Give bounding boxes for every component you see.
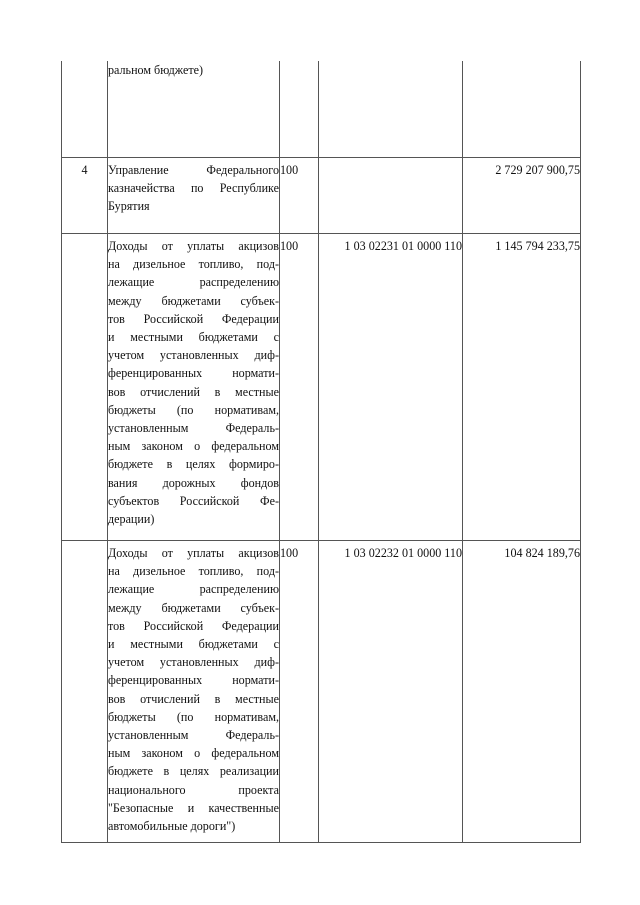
budget-classification-code-text: 1 03 02232 01 0000 110: [344, 546, 462, 560]
row-name-cell: [108, 61, 280, 158]
row-name-line: Доходы от уплаты акцизов: [108, 546, 279, 560]
row-name-line: казначейства по Республике: [108, 181, 279, 196]
budget-classification-code-text: 1 03 02231 01 0000 110: [344, 239, 462, 253]
row-name-line: учетом установленных диф-: [108, 348, 279, 363]
budget-table-body: [62, 61, 581, 843]
row-name-line: Бурятия: [108, 199, 150, 214]
row-number-cell: [62, 541, 108, 843]
row-name-line: вов отчислений в местные: [108, 384, 279, 399]
row-name-line: национального проекта: [108, 782, 279, 797]
amount-cell: [463, 541, 581, 843]
row-name-line: вов отчислений в местные: [108, 691, 279, 706]
row-name-line: бюджете в целях формиро-: [108, 457, 279, 472]
amount-text: 2 729 207 900,75: [495, 163, 580, 177]
row-name-line: и местными бюджетами с: [108, 637, 279, 652]
row-name-cell: [108, 541, 280, 843]
row-name-line: дерации): [108, 512, 155, 527]
budget-classification-code-cell: [319, 234, 463, 541]
row-name-line: бюджеты (по нормативам,: [108, 402, 279, 417]
row-name-line: Доходы от уплаты акцизов: [108, 239, 279, 253]
admin-code-cell: [280, 61, 319, 158]
row-name-line: лежащие распределению: [108, 275, 279, 290]
table-row: [62, 61, 581, 158]
amount-cell: [463, 61, 581, 158]
budget-classification-code-cell: [319, 541, 463, 843]
row-name-cell: [108, 234, 280, 541]
admin-code-text: 100: [280, 546, 299, 560]
row-name-line: бюджеты (по нормативам,: [108, 709, 279, 724]
row-name-line: ным законом о федеральном: [108, 746, 279, 761]
table-row: [62, 234, 581, 541]
table-row: [62, 541, 581, 843]
admin-code-text: 100: [280, 239, 299, 253]
row-number-cell: [62, 234, 108, 541]
row-name-line: установленным Федераль-: [108, 728, 279, 743]
row-name-line: Управление Федерального: [108, 163, 279, 177]
amount-text: 1 145 794 233,75: [495, 239, 580, 253]
row-name-line: установленным Федераль-: [108, 421, 279, 436]
row-name-line: автомобильные дороги"): [108, 819, 236, 834]
row-name-line: ральном бюджете): [108, 63, 204, 77]
row-name-line: лежащие распределению: [108, 582, 279, 597]
row-name-line: ференцированных нормати-: [108, 366, 279, 381]
row-number-cell: [62, 61, 108, 158]
budget-table: [61, 61, 581, 843]
row-name-line: вания дорожных фондов: [108, 475, 279, 490]
row-name-line: ференцированных нормати-: [108, 673, 279, 688]
row-name-line: между бюджетами субъек-: [108, 293, 279, 308]
row-name-line: тов Российской Федерации: [108, 618, 279, 633]
admin-code-text: 100: [280, 163, 299, 177]
admin-code-cell: [280, 541, 319, 843]
amount-cell: [463, 234, 581, 541]
row-number-cell: [62, 158, 108, 234]
row-name-line: бюджете в целях реализации: [108, 764, 279, 779]
row-name-line: субъектов Российской Фе-: [108, 493, 279, 508]
row-number-text: 4: [81, 163, 88, 177]
table-row: [62, 158, 581, 234]
admin-code-cell: [280, 158, 319, 234]
row-name-line: "Безопасные и качественные: [108, 800, 279, 815]
row-name-line: на дизельное топливо, под-: [108, 564, 279, 579]
admin-code-cell: [280, 234, 319, 541]
row-name-line: между бюджетами субъек-: [108, 600, 279, 615]
row-name-line: на дизельное топливо, под-: [108, 257, 279, 272]
row-name-cell: [108, 158, 280, 234]
row-name-line: тов Российской Федерации: [108, 311, 279, 326]
budget-classification-code-cell: [319, 158, 463, 234]
row-name-line: учетом установленных диф-: [108, 655, 279, 670]
budget-classification-code-cell: [319, 61, 463, 158]
amount-cell: [463, 158, 581, 234]
amount-text: 104 824 189,76: [504, 546, 580, 560]
row-name-line: ным законом о федеральном: [108, 439, 279, 454]
row-name-line: и местными бюджетами с: [108, 330, 279, 345]
